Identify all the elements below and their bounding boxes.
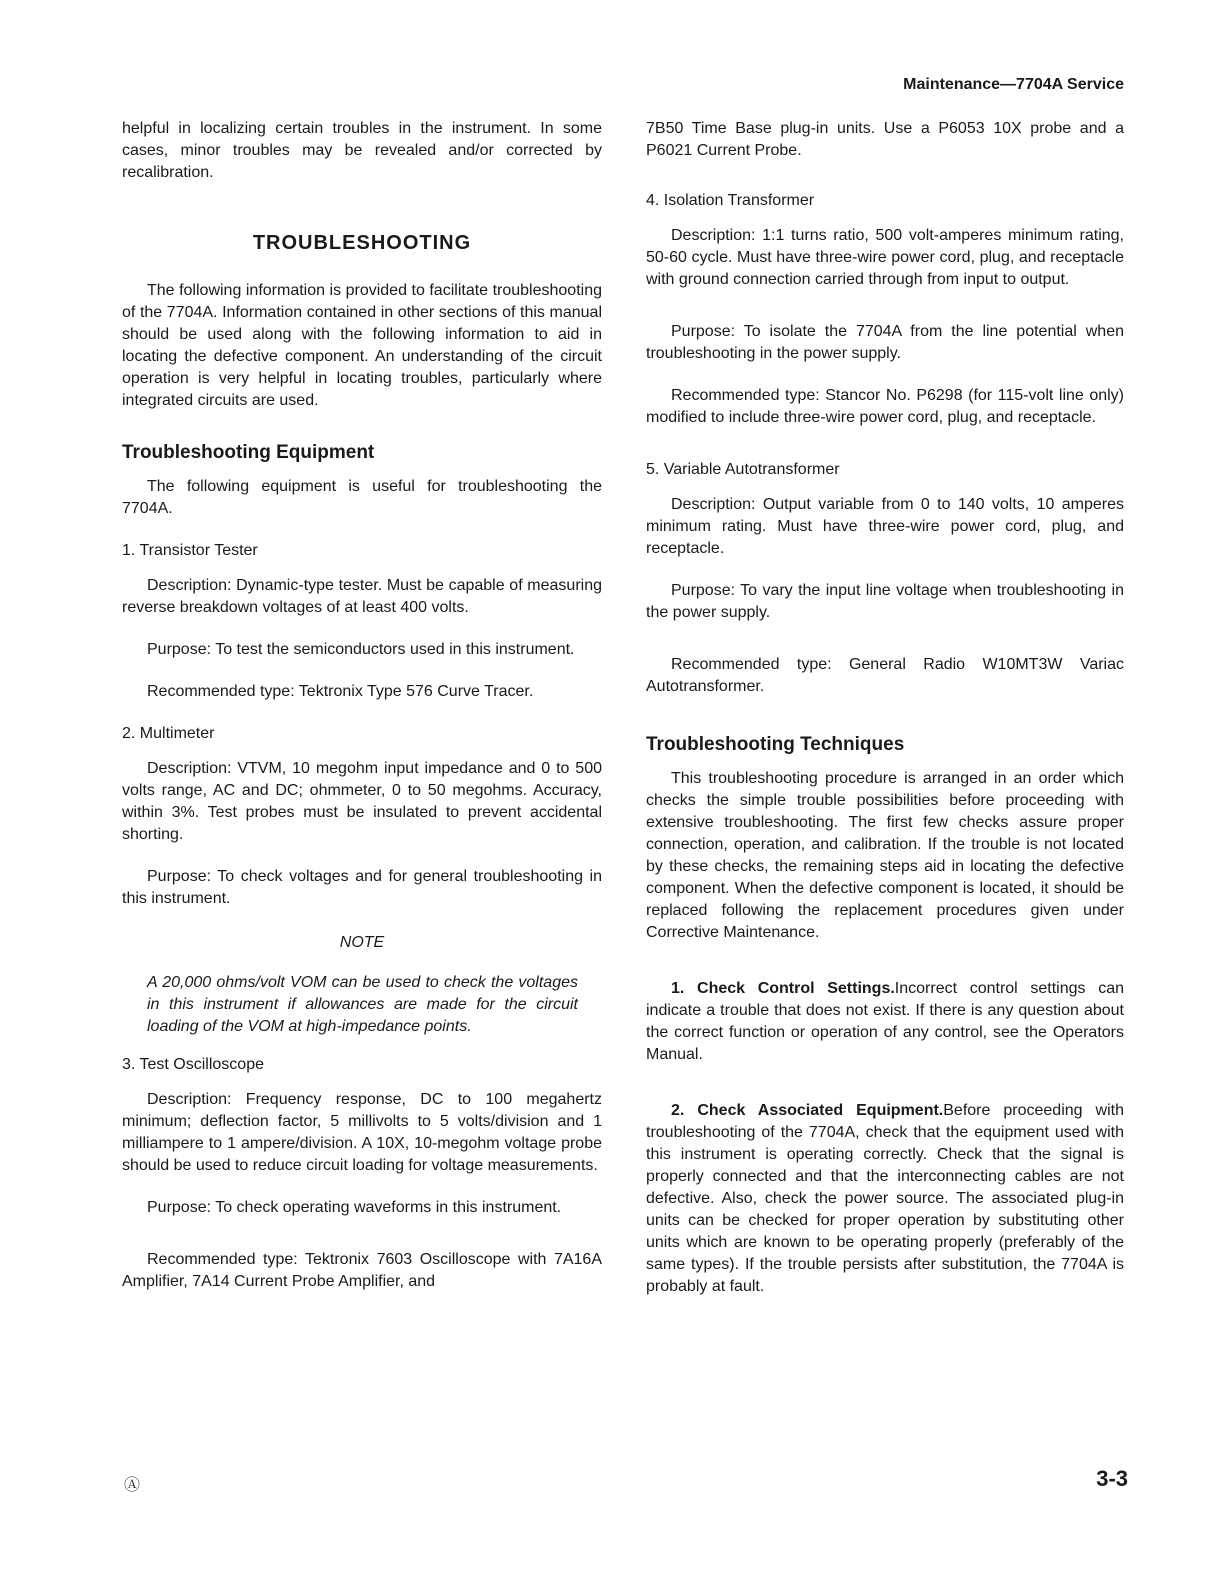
right-column	[646, 118, 1124, 1298]
purpose: Purpose: To vary the input line voltage when troubleshooting in the power supply.	[646, 582, 1124, 621]
list-item-title: 1. Transistor Tester	[122, 542, 258, 559]
page-number: 3-3	[1096, 1466, 1128, 1491]
description: Description: Output variable from 0 to 140 volts, 10 amperes minimum rating. Must have three-wire power cord, plug, and receptacle.	[646, 496, 1124, 557]
paragraph: The following information is provided to facilitate troubleshooting of the 7704A. Information contained in other sections of this manual should be used along with the following information to aid in locating the defective component. An understanding of the circuit operation is very helpful in locating troubles, particularly where integrated circuits are used.	[122, 282, 602, 409]
running-header: Maintenance—7704A Service	[903, 76, 1124, 93]
note-text: A 20,000 ohms/volt VOM can be used to check the voltages in this instrument if allowances are made for the circuit loading of the VOM at high-impedance points.	[147, 974, 578, 1035]
recommended-type: Recommended type: Tektronix 7603 Oscilloscope with 7A16A Amplifier, 7A14 Current Probe Amplifier, and	[122, 1251, 602, 1290]
recommended-type: Recommended type: General Radio W10MT3W Variac Autotransformer.	[646, 656, 1124, 695]
paragraph: The following equipment is useful for troubleshooting the 7704A.	[122, 478, 602, 517]
description: Description: VTVM, 10 megohm input impedance and 0 to 500 volts range, AC and DC; ohmmeter, 0 to 50 megohms. Accuracy, within 3%. Test probes must be insulated to prevent accidental shorting.	[122, 760, 602, 843]
purpose: Purpose: To check operating waveforms in this instrument.	[147, 1199, 562, 1216]
step-text: Incorrect control settings can indicate a trouble that does not exist. If there is any question about the correct function or operation of any control, see the Operators Manual.	[646, 980, 1124, 1063]
paragraph: helpful in localizing certain troubles in the instrument. In some cases, minor troubles may be revealed and/or corrected by recalibration.	[122, 120, 602, 181]
list-item-title: 3. Test Oscilloscope	[122, 1056, 264, 1073]
purpose: Purpose: To check voltages and for general troubleshooting in this instrument.	[122, 868, 602, 907]
description: Description: Frequency response, DC to 100 megahertz minimum; deflection factor, 5 millivolts to 5 volts/division and 1 milliampere to 1 ampere/division. A 10X, 10-megohm voltage probe should be used to reduce circuit loading for voltage measurements.	[122, 1091, 602, 1174]
list-item-title: 4. Isolation Transformer	[646, 192, 815, 209]
revision-symbol: Ⓐ	[124, 1477, 141, 1494]
paragraph: This troubleshooting procedure is arranged in an order which checks the simple trouble possibilities before proceeding with extensive troubleshooting. The first few checks assure proper connection, operation, and calibration. If the trouble is not located by these checks, the remaining steps aid in locating the defective component. When the defective component is located, it should be replaced following the replacement procedures given under Corrective Maintenance.	[646, 770, 1124, 941]
step-label: 1. Check Control Settings.	[671, 980, 895, 997]
left-column	[122, 118, 602, 1293]
step-check-associated-equipment	[646, 1100, 1124, 1298]
section-heading: TROUBLESHOOTING	[252, 232, 472, 254]
step-label: 2. Check Associated Equipment.	[671, 1102, 944, 1119]
description: Description: Dynamic-type tester. Must be capable of measuring reverse breakdown voltages of at least 400 volts.	[122, 577, 602, 616]
step-text: Before proceeding with troubleshooting of the 7704A, check that the equipment used with this instrument is operating correctly. Check that the signal is properly connected and that the interconnecting cables are not defective. Also, check the power source. The associated plug-in units can be checked for proper operation by substituting other units which are known to be operating properly (preferably of the same types). If the trouble persists after substitution, the 7704A is probably at fault.	[646, 1102, 1125, 1295]
purpose: Purpose: To isolate the 7704A from the line potential when troubleshooting in the power supply.	[646, 323, 1124, 362]
step-check-control-settings	[646, 978, 1124, 1066]
list-item-title: 2. Multimeter	[122, 725, 215, 742]
recommended-type-continued: 7B50 Time Base plug-in units. Use a P6053 10X probe and a P6021 Current Probe.	[646, 120, 1124, 159]
recommended-type: Recommended type: Stancor No. P6298 (for 115-volt line only) modified to include three-wire power cord, plug, and receptacle.	[646, 387, 1124, 426]
note-heading: NOTE	[339, 934, 385, 951]
purpose: Purpose: To test the semiconductors used in this instrument.	[147, 641, 575, 658]
recommended-type: Recommended type: Tektronix Type 576 Curve Tracer.	[147, 683, 534, 700]
list-item-title: 5. Variable Autotransformer	[646, 461, 840, 478]
subsection-heading: Troubleshooting Equipment	[122, 442, 375, 463]
description: Description: 1:1 turns ratio, 500 volt-amperes minimum rating, 50-60 cycle. Must have three-wire power cord, plug, and receptacle with ground connection carried through from input to output.	[646, 227, 1124, 288]
subsection-heading: Troubleshooting Techniques	[646, 734, 905, 755]
